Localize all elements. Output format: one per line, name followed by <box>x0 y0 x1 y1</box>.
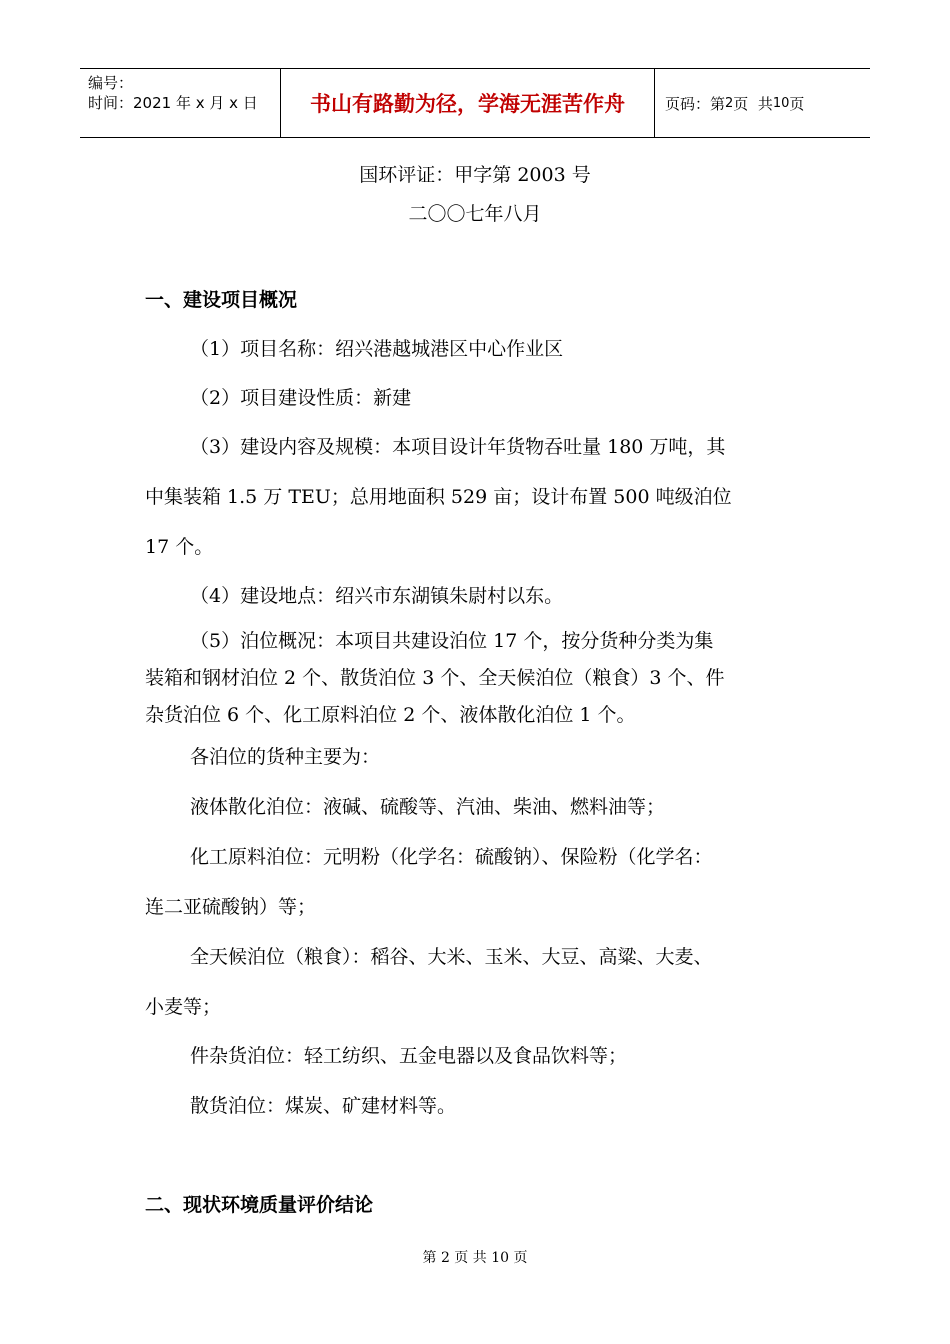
paragraph-line: 连二亚硫酸钠）等； <box>145 896 317 918</box>
paragraph-line: 化工原料泊位：元明粉（化学名：硫酸钠）、保险粉（化学名： <box>190 846 713 868</box>
page-info-prefix: 页码：第 <box>665 94 726 113</box>
paragraph-line: 全天候泊位（粮食）：稻谷、大米、玉米、大豆、高粱、大麦、 <box>190 946 713 968</box>
paragraph-line: （2）项目建设性质：新建 <box>190 387 412 409</box>
header-left-cell <box>80 69 281 137</box>
paragraph-line: 件杂货泊位：轻工纺织、五金电器以及食品饮料等； <box>190 1045 628 1067</box>
paragraph-line: 17 个。 <box>145 536 214 558</box>
page-footer: 第 2 页 共 10 页 <box>422 1250 528 1266</box>
page-total: 10 <box>772 95 790 111</box>
paragraph-line: 小麦等； <box>145 996 222 1018</box>
certificate-line: 国环评证：甲字第 2003 号 <box>359 164 591 186</box>
paragraph-line: （1）项目名称：绍兴港越城港区中心作业区 <box>190 338 564 360</box>
paragraph-line: 杂货泊位 6 个、化工原料泊位 2 个、液体散化泊位 1 个。 <box>145 704 636 726</box>
date-line: 二〇〇七年八月 <box>408 203 542 225</box>
paragraph-line: 装箱和钢材泊位 2 个、散货泊位 3 个、全天候泊位（粮食）3 个、件 <box>145 667 725 689</box>
page-info-suffix: 页 <box>789 94 805 113</box>
page-current: 2 <box>725 95 734 111</box>
header-page-info <box>655 69 870 137</box>
time-label: 时间：2021 年 x 月 x 日 <box>88 94 258 112</box>
paragraph-line: 散货泊位：煤炭、矿建材料等。 <box>190 1095 457 1117</box>
paragraph-line: （5）泊位概况：本项目共建设泊位 17 个，按分货种分类为集 <box>190 630 714 652</box>
section-heading-1: 一、建设项目概况 <box>145 289 298 311</box>
paragraph-line: （3）建设内容及规模：本项目设计年货物吞吐量 180 万吨，其 <box>190 436 726 458</box>
paragraph-line: 各泊位的货种主要为： <box>190 746 381 768</box>
paragraph-line: 液体散化泊位：液碱、硫酸等、汽油、柴油、燃料油等； <box>190 796 666 818</box>
section-heading-2: 二、现状环境质量评价结论 <box>145 1194 374 1216</box>
header-table <box>80 68 870 138</box>
header-motto: 书山有路勤为径，学海无涯苦作舟 <box>281 69 655 137</box>
paragraph-line: 中集装箱 1.5 万 TEU；总用地面积 529 亩；设计布置 500 吨级泊位 <box>145 486 732 508</box>
number-label: 编号： <box>88 74 134 92</box>
paragraph-line: （4）建设地点：绍兴市东湖镇朱尉村以东。 <box>190 585 564 607</box>
page-info-mid: 页 共 <box>733 94 773 113</box>
